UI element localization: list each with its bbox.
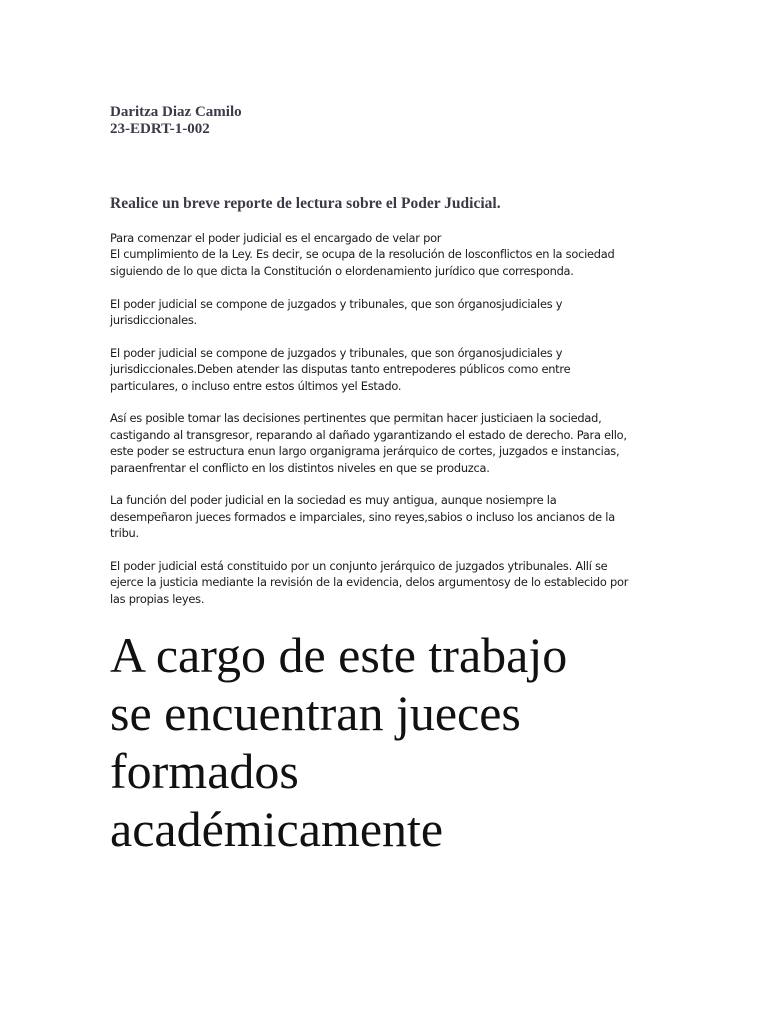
text-line: El poder judicial se compone de juzgados y tribunales, que son órganosjudiciales y: [110, 345, 563, 360]
text-line: Para comenzar el poder judicial es el encargado de velar por: [110, 231, 442, 245]
paragraph-6: [110, 558, 655, 607]
text-line: este poder se estructura enun largo organigrama jerárquico de cortes, juzgados e instancias,: [110, 444, 620, 459]
text-line: las propias leyes.: [110, 591, 205, 606]
text-line: El cumplimiento de la Ley. Es decir, se ocupa de la resolución de losconflictos en la sociedad: [110, 247, 615, 262]
paragraph-3: [110, 345, 655, 394]
paragraph-2: [110, 296, 655, 329]
text-line: paraenfrentar el conflicto en los distintos niveles en que se produzca.: [110, 460, 490, 475]
text-line: jurisdiccionales.Deben atender las disputas tanto entrepoderes públicos como entre: [110, 362, 571, 377]
paragraph-5: [110, 492, 655, 541]
text-line: jurisdiccionales.: [110, 313, 197, 328]
text-line: castigando al transgresor, reparando al dañado ygarantizando el estado de derecho. Para ello,: [110, 427, 627, 442]
author-name: Daritza Diaz Camilo: [110, 104, 242, 120]
large-text-line: A cargo de este trabajo: [110, 627, 568, 683]
author-header: [110, 104, 242, 138]
large-text-line: formados: [110, 743, 299, 799]
text-line: tribu.: [110, 526, 139, 541]
large-text-line: académicamente: [110, 801, 444, 857]
report-body: [110, 230, 655, 624]
text-line: La función del poder judicial en la sociedad es muy antigua, aunque nosiempre la: [110, 493, 557, 508]
text-line: El poder judicial está constituido por un conjunto jerárquico de juzgados ytribunales. Allí se: [110, 559, 608, 574]
assignment-title: Realice un breve reporte de lectura sobre el Poder Judicial.: [110, 195, 501, 212]
text-line: desempeñaron jueces formados e imparciales, sino reyes,sabios o incluso los ancianos de la: [110, 509, 615, 524]
paragraph-1: [110, 230, 655, 279]
text-line: ejerce la justicia mediante la revisión de la evidencia, delos argumentosy de lo establecido por: [110, 575, 629, 590]
text-line: El poder judicial se compone de juzgados y tribunales, que son órganosjudiciales y: [110, 296, 563, 311]
paragraph-4: [110, 410, 655, 476]
student-id: 23-EDRT-1-002: [110, 121, 210, 137]
text-line: siguiendo de lo que dicta la Constitución o elordenamiento jurídico que corresponda.: [110, 263, 574, 278]
text-line: particulares, o incluso entre estos últimos yel Estado.: [110, 378, 402, 393]
text-line: Así es posible tomar las decisiones pertinentes que permitan hacer justiciaen la sociedad,: [110, 411, 602, 426]
large-text-line: se encuentran jueces: [110, 685, 521, 741]
large-closing-text: [110, 626, 710, 858]
